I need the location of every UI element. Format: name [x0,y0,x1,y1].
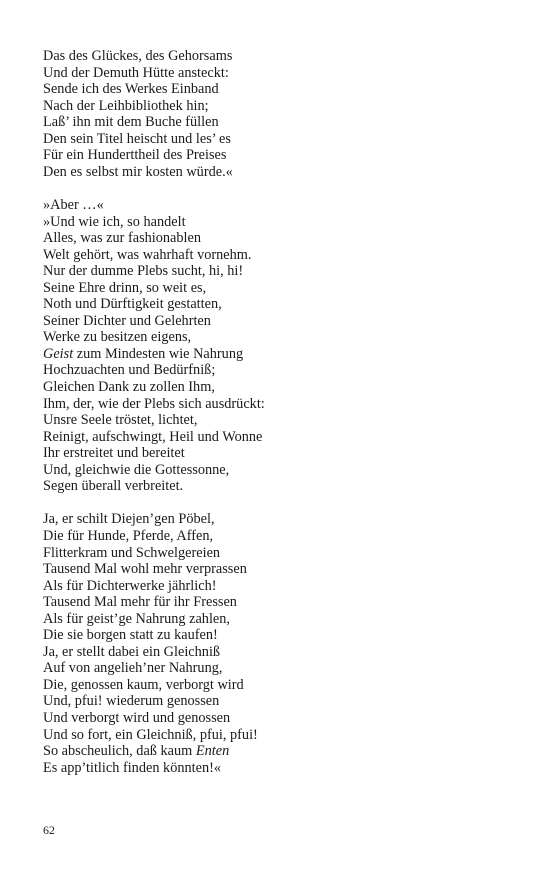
verse-text: Laß’ ihn mit dem Buche füllen [43,114,219,131]
verse-text: Und verborgt wird und genossen [43,709,231,726]
verse-line [43,65,513,82]
verse-text: Den sein Titel heischt und les’ es [43,130,231,147]
verse-text: Als für Dichterwerke jährlich! [43,577,217,594]
verse-text: Flitterkram und Schwelgereien [43,544,221,561]
stanza [43,48,513,180]
verse-line [43,48,513,65]
verse-text: Ja, er stellt dabei ein Gleichniß [43,643,221,660]
verse-text: Werke zu besitzen eigens, [43,329,192,346]
poem-text [43,48,513,793]
verse-line [43,164,513,181]
verse-text: Ja, er schilt Diejen’gen Pöbel, [43,511,215,528]
verse-line [43,263,513,280]
verse-text: Welt gehört, was wahrhaft vornehm. [43,246,252,263]
verse-text: Es app’titlich finden könnten!« [43,759,222,776]
verse-text: Die sie borgen statt zu kaufen! [43,627,218,644]
verse-line [43,561,513,578]
verse-text: Nach der Leihbibliothek hin; [43,97,209,114]
verse-line [43,627,513,644]
verse-line [43,478,513,495]
verse-text: Den es selbst mir kosten würde.« [43,163,233,180]
stanza [43,197,513,495]
verse-line [43,214,513,231]
emphasized-word: Enten [195,743,230,760]
verse-line [43,296,513,313]
verse-text: Seiner Dichter und Gelehrten [43,312,211,329]
verse-line [43,660,513,677]
verse-text: Noth und Dürftigkeit gestatten, [43,296,222,313]
verse-line [43,644,513,661]
verse-line [43,727,513,744]
verse-line [43,98,513,115]
verse-line [43,412,513,429]
verse-line [43,81,513,98]
verse-line [43,743,513,760]
verse-line [43,197,513,214]
verse-text: zum Mindesten wie Nahrung [73,345,244,362]
verse-line [43,114,513,131]
verse-text: Ihr erstreitet und bereitet [43,445,185,462]
verse-text: Die für Hunde, Pferde, Affen, [43,527,214,544]
verse-text: Das des Glückes, des Gehorsams [43,48,233,64]
verse-text: »Und wie ich, so handelt [43,213,186,230]
verse-text: Und, pfui! wiederum genossen [43,693,220,710]
verse-line [43,578,513,595]
verse-text: Und, gleichwie die Gottessonne, [43,461,230,478]
verse-text: Nur der dumme Plebs sucht, hi, hi! [43,263,244,280]
verse-line [43,511,513,528]
verse-text: Ihm, der, wie der Plebs sich ausdrückt: [43,395,265,412]
verse-text: Hochzuachten und Bedürfniß; [43,362,216,379]
verse-line [43,528,513,545]
verse-text: Und der Demuth Hütte ansteckt: [43,64,229,81]
emphasized-word: Geist [43,345,74,362]
verse-line [43,280,513,297]
verse-line [43,396,513,413]
verse-line [43,710,513,727]
verse-text: Tausend Mal mehr für ihr Fressen [43,594,237,611]
verse-line [43,362,513,379]
verse-line [43,545,513,562]
verse-line [43,462,513,479]
verse-line [43,677,513,694]
verse-line [43,611,513,628]
verse-line [43,147,513,164]
verse-line [43,760,513,777]
page-number: 62 [43,823,55,837]
verse-text: Unsre Seele tröstet, lichtet, [43,412,198,429]
verse-text: »Aber …« [43,196,104,213]
verse-text: Für ein Hunderttheil des Preises [43,147,227,164]
verse-line [43,247,513,264]
verse-text: Gleichen Dank zu zollen Ihm, [43,378,215,395]
verse-line [43,346,513,363]
verse-text: Reinigt, aufschwingt, Heil und Wonne [43,428,263,445]
verse-line [43,131,513,148]
verse-text: Alles, was zur fashionablen [43,230,202,247]
verse-text: So abscheulich, daß kaum [43,743,196,760]
verse-line [43,379,513,396]
verse-text: Sende ich des Werkes Einband [43,81,219,98]
verse-text: Tausend Mal wohl mehr verprassen [43,561,247,578]
stanza [43,511,513,776]
verse-line [43,693,513,710]
verse-text: Und so fort, ein Gleichniß, pfui, pfui! [43,726,258,743]
verse-line [43,445,513,462]
verse-text: Auf von angelieh’ner Nahrung, [43,660,223,677]
verse-line [43,313,513,330]
verse-text: Seine Ehre drinn, so weit es, [43,279,207,296]
verse-line [43,329,513,346]
verse-line [43,230,513,247]
verse-text: Als für geist’ge Nahrung zahlen, [43,610,230,627]
verse-text: Segen überall verbreitet. [43,478,184,495]
verse-line [43,594,513,611]
verse-line [43,429,513,446]
verse-text: Die, genossen kaum, verborgt wird [43,676,244,693]
